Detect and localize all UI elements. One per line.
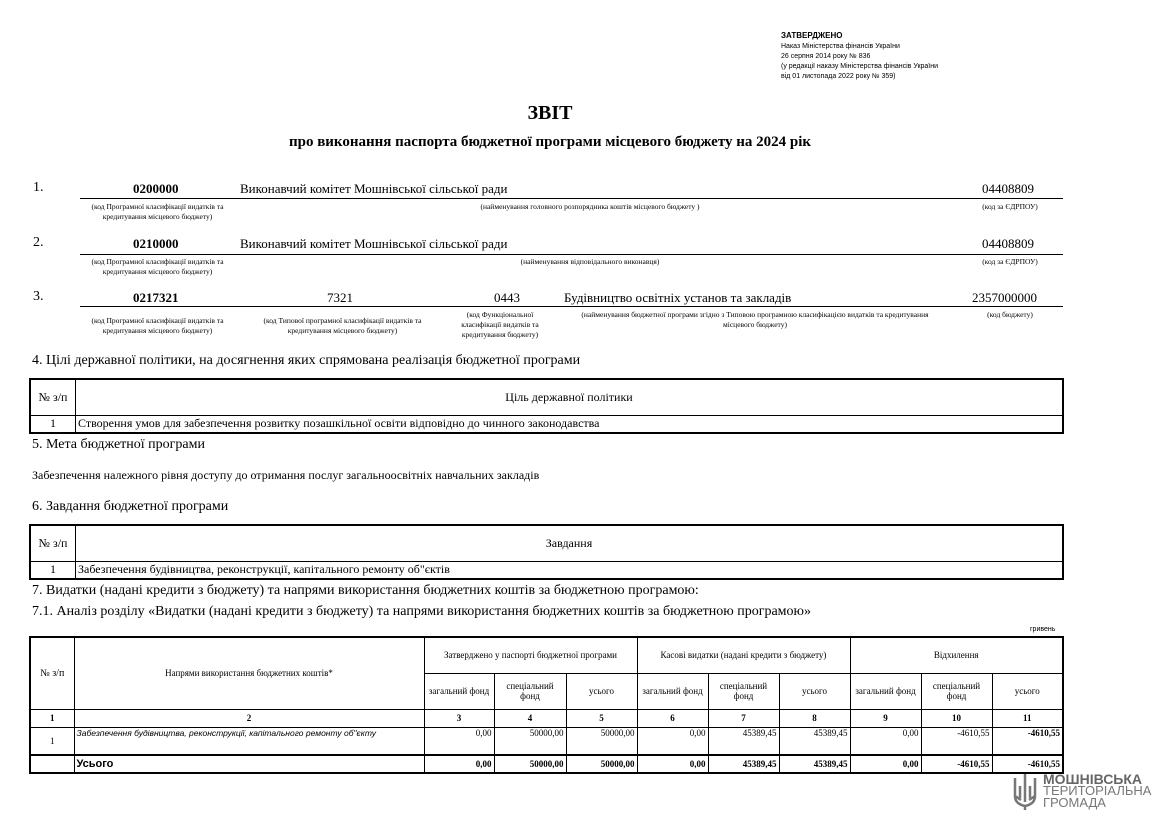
row1-cap-edrpou: (код за ЄДРПОУ) [982,202,1038,211]
trident-logo-icon [1010,772,1040,817]
row3-cap-typical: (код Типової програмної класифікації видатків та кредитування місцевого бюджету) [263,316,422,335]
approval-line: Наказ Міністерства фінансів України [781,43,900,50]
row3-line [80,306,1063,307]
row3-cap-func: (код Функціональної класифікації видатків та кредитування бюджету) [461,310,539,339]
col-num: 11 [992,709,1063,727]
col-num: 1 [30,709,74,727]
s4-row-num: 1 [30,415,76,433]
s7-h-num: № з/п [30,637,74,709]
row2-cap-name: (найменування відповідального виконавця) [520,257,660,266]
row3-cap-code: (код Програмної класифікації видатків та кредитування місцевого бюджету) [91,316,224,335]
s7-h-general: загальний фонд [424,673,494,709]
s4-h-text: Ціль державної політики [76,379,1064,415]
col-num: 9 [850,709,921,727]
s4-title: 4. Цілі державної політики, на досягнення яких спрямована реалізація бюджетної програми [32,353,581,368]
s7-h-special: спеціальний фонд [494,673,566,709]
s7-total-val: 0,00 [850,755,921,773]
row1-name: Виконавчий комітет Мошнівської сільської ради [240,181,508,196]
row3-cap-budget: (код бюджету) [987,310,1033,319]
row1-num: 1. [33,180,44,195]
s7-h-total: усього [779,673,850,709]
s6-title: 6. Завдання бюджетної програми [32,499,229,514]
s7-h-group-deviation: Відхилення [850,637,1063,673]
row2-name: Виконавчий комітет Мошнівської сільської ради [240,236,508,251]
row1-cap-code: (код Програмної класифікації видатків та кредитування місцевого бюджету) [91,202,224,221]
watermark-text [1043,773,1151,809]
s7-total-val: 0,00 [637,755,708,773]
s7-total-val: -4610,55 [992,755,1063,773]
s7-row-val: 50000,00 [494,727,566,755]
s7-total-num [30,755,74,773]
s6-row-text: Забезпечення будівництва, реконструкції, капітального ремонту об"єктів [76,561,1064,579]
s7-total-label: Усього [74,755,424,773]
s6-h-text: Завдання [76,525,1064,561]
s7-h-general: загальний фонд [850,673,921,709]
row2-cap-code: (код Програмної класифікації видатків та кредитування місцевого бюджету) [91,257,224,276]
s7-row-dir: Забезпечення будівництва, реконструкції, капітального ремонту об"єкту [74,727,424,755]
row2-line [80,254,1063,255]
s7-row-val: 45389,45 [779,727,850,755]
col-num: 3 [424,709,494,727]
approval-line: (у редакції наказу Міністерства фінансів України [781,63,939,70]
s7-row-val: 45389,45 [708,727,779,755]
col-num: 6 [637,709,708,727]
s7-h-total: усього [992,673,1063,709]
s4-row-text: Створення умов для забезпечення розвитку позашкільної освіти відповідно до чинного законодавства [76,415,1064,433]
s7-h-total: усього [566,673,637,709]
s7-row-val: -4610,55 [992,727,1063,755]
s4-table [29,378,1064,434]
s7-row-val: 50000,00 [566,727,637,755]
table-row [30,561,1063,579]
s7-h-special: спеціальний фонд [708,673,779,709]
row3-func: 0443 [494,290,520,305]
s7-total-val: -4610,55 [921,755,992,773]
s7-h-general: загальний фонд [637,673,708,709]
s6-row-num: 1 [30,561,76,579]
col-num: 5 [566,709,637,727]
s7-title: 7. Видатки (надані кредити з бюджету) та напрями використання бюджетних коштів за бюджетною програмою: [32,583,699,598]
approval-heading: ЗАТВЕРДЖЕНО [781,31,843,40]
report-title: ЗВІТ [527,102,573,124]
s4-h-num: № з/п [30,379,76,415]
row3-num: 3. [33,289,44,304]
s7-h-group-approved: Затверджено у паспорті бюджетної програми [424,637,637,673]
table-row [30,727,1063,755]
approval-block [781,31,938,82]
col-num: 4 [494,709,566,727]
row2-edrpou: 04408809 [982,236,1034,251]
s7-col-numbers [30,709,1063,727]
row2-cap-edrpou: (код за ЄДРПОУ) [982,257,1038,266]
row3-budget: 2357000000 [972,290,1037,305]
s6-table [29,524,1064,580]
row1-line [80,198,1063,199]
s7-total-val: 45389,45 [779,755,850,773]
col-num: 8 [779,709,850,727]
approval-line: від 01 листопада 2022 року № 359) [781,73,896,80]
s7-subtitle: 7.1. Аналіз розділу «Видатки (надані кредити з бюджету) та напрями використання бюджетних коштів за бюджетною програмою» [32,604,812,619]
watermark-line2: ТЕРИТОРІАЛЬНА [1043,783,1152,798]
s7-total-val: 50000,00 [494,755,566,773]
s7-row-val: -4610,55 [921,727,992,755]
s7-total-val: 45389,45 [708,755,779,773]
row3-name: Будівництво освітніх установ та закладів [564,290,792,305]
s7-h-group-cash: Касові видатки (надані кредити з бюджету) [637,637,850,673]
col-num: 7 [708,709,779,727]
row1-code: 0200000 [133,181,179,196]
s7-table [29,636,1064,774]
watermark-line1: МОШНІВСЬКА [1043,771,1143,787]
s7-h-special: спеціальний фонд [921,673,992,709]
s7-row-val: 0,00 [637,727,708,755]
s7-row-val: 0,00 [424,727,494,755]
table-row [30,415,1063,433]
row3-cap-name: (найменування бюджетної програми згідно з Типовою програмною класифікацією видатків та кредитування місцевого бюджету) [581,310,929,329]
s5-text: Забезпечення належного рівня доступу до отримання послуг загальноосвітніх навчальних закладів [32,468,540,482]
s7-total-val: 0,00 [424,755,494,773]
approval-line: 26 серпня 2014 року № 836 [781,53,871,60]
s5-title: 5. Мета бюджетної програми [32,437,205,452]
s6-h-num: № з/п [30,525,76,561]
s7-h-dir: Напрями використання бюджетних коштів* [74,637,424,709]
row3-typical: 7321 [327,290,353,305]
col-num: 10 [921,709,992,727]
row1-edrpou: 04408809 [982,181,1034,196]
row1-cap-name: (найменування головного розпорядника коштів місцевого бюджету ) [480,202,700,211]
row3-code: 0217321 [133,290,179,305]
s7-unit: гривень [1030,626,1056,633]
s7-total-val: 50000,00 [566,755,637,773]
col-num: 2 [74,709,424,727]
report-subtitle: про виконання паспорта бюджетної програми місцевого бюджету на 2024 рік [288,134,812,150]
row2-num: 2. [33,235,44,250]
row2-code: 0210000 [133,236,179,251]
s7-total-row [30,755,1063,773]
watermark-line3: ГРОМАДА [1043,795,1106,810]
s7-row-num: 1 [30,727,74,755]
s7-row-val: 0,00 [850,727,921,755]
